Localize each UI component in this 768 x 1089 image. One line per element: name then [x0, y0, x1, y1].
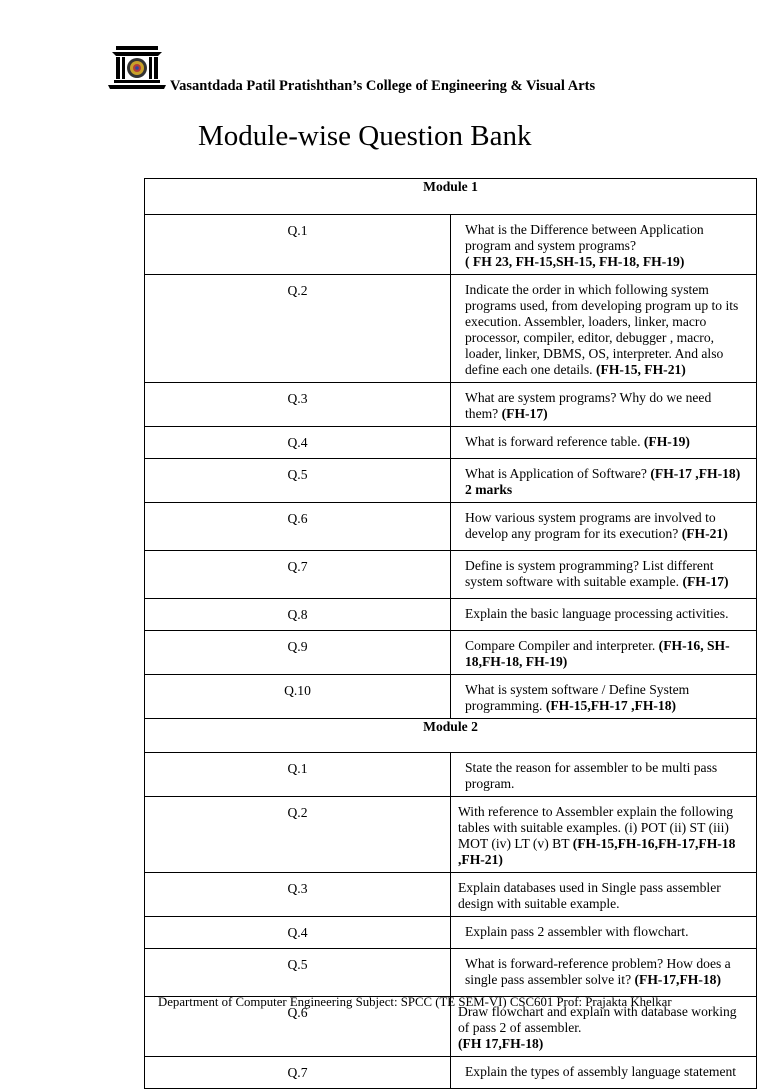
- question-number: Q.3: [145, 873, 451, 917]
- question-number: Q.1: [145, 753, 451, 797]
- question-row: [145, 917, 757, 949]
- question-number: Q.6: [145, 503, 451, 551]
- question-text: What is system software / Define System programming.: [465, 682, 690, 713]
- question-text: What are system programs? Why do we need them?: [465, 390, 712, 421]
- question-cell: [451, 949, 757, 997]
- question-number: Q.8: [145, 599, 451, 631]
- question-cell: [451, 873, 757, 917]
- page-title: Module-wise Question Bank: [198, 120, 532, 152]
- question-number: Q.5: [145, 459, 451, 503]
- question-cell: [451, 383, 757, 427]
- question-text: How various system programs are involved to develop any program for its execution?: [465, 510, 716, 541]
- question-number: Q.4: [145, 427, 451, 459]
- question-number: Q.3: [145, 383, 451, 427]
- module-heading: Module 1: [145, 179, 757, 215]
- question-row: [145, 797, 757, 873]
- question-text: Explain pass 2 assembler with flowchart.: [465, 924, 689, 939]
- question-cell: [451, 675, 757, 719]
- question-number: Q.7: [145, 551, 451, 599]
- question-cell: [451, 1057, 757, 1089]
- question-row: [145, 1057, 757, 1089]
- question-number: Q.6: [145, 997, 451, 1057]
- question-cell: [451, 551, 757, 599]
- question-row: [145, 949, 757, 997]
- question-cell: [451, 599, 757, 631]
- college-name: Vasantdada Patil Pratishthan’s College of Engineering & Visual Arts: [170, 78, 596, 94]
- question-row: [145, 383, 757, 427]
- question-cell: [451, 427, 757, 459]
- exam-reference: (FH-19): [643, 434, 690, 449]
- question-row: [145, 599, 757, 631]
- module-header-row: [145, 719, 757, 753]
- question-row: [145, 873, 757, 917]
- question-cell: [451, 797, 757, 873]
- question-bank-table: [144, 178, 757, 1089]
- question-cell: [451, 917, 757, 949]
- question-row: [145, 675, 757, 719]
- page-footer: Department of Computer Engineering Subject: SPCC (TE SEM-VI) CSC601 Prof: Prajakta Khelkar: [158, 995, 672, 1009]
- exam-reference: (FH-15,FH-17 ,FH-18): [545, 698, 677, 713]
- question-number: Q.4: [145, 917, 451, 949]
- question-text: With reference to Assembler explain the following tables with suitable examples. (i) POT (ii) ST (iii) MOT (iv) LT (v) BT: [458, 804, 734, 851]
- question-text: Define is system programming? List different system software with suitable example.: [465, 558, 714, 589]
- exam-reference: (FH-17): [682, 574, 729, 589]
- question-cell: [451, 753, 757, 797]
- exam-reference: (FH-17,FH-18): [634, 972, 721, 987]
- question-text: What is the Difference between Application program and system programs?: [465, 222, 704, 253]
- exam-reference: (FH-15,FH-16,FH-17,FH-18 ,FH-21): [458, 836, 736, 867]
- question-cell: [451, 503, 757, 551]
- question-row: [145, 631, 757, 675]
- question-text: Explain the basic language processing activities.: [465, 606, 729, 621]
- question-row: [145, 551, 757, 599]
- question-row: [145, 215, 757, 275]
- question-number: Q.5: [145, 949, 451, 997]
- exam-reference: (FH-21): [681, 526, 728, 541]
- exam-reference: (FH-17 ,FH-18) 2 marks: [465, 466, 741, 497]
- question-text: Compare Compiler and interpreter.: [465, 638, 656, 653]
- question-cell: [451, 459, 757, 503]
- question-cell: [451, 215, 757, 275]
- question-text: What is forward reference table.: [465, 434, 641, 449]
- question-text: Indicate the order in which following system programs used, from developing program up to its execution. Assembler, loaders, linker, macro processor, compiler, editor, debugger , macro, loader, linker, DBMS, OS, interpreter. And also define each one details.: [465, 282, 739, 377]
- exam-reference: (FH-16, SH-18,FH-18, FH-19): [465, 638, 730, 669]
- question-text: Draw flowchart and explain with database working of pass 2 of assembler.: [458, 1004, 737, 1035]
- question-cell: [451, 275, 757, 383]
- question-text: What is Application of Software?: [465, 466, 647, 481]
- question-row: [145, 459, 757, 503]
- question-number: Q.7: [145, 1057, 451, 1089]
- question-number: Q.1: [145, 215, 451, 275]
- question-number: Q.2: [145, 275, 451, 383]
- question-text: Explain the types of assembly language statement: [465, 1064, 737, 1079]
- module-heading: Module 2: [145, 719, 757, 753]
- question-number: Q.10: [145, 675, 451, 719]
- exam-reference: (FH-15, FH-21): [595, 362, 686, 377]
- question-number: Q.2: [145, 797, 451, 873]
- exam-reference: (FH 17,FH-18): [458, 1036, 544, 1051]
- question-row: [145, 427, 757, 459]
- college-logo-icon: [108, 44, 166, 92]
- question-number: Q.9: [145, 631, 451, 675]
- question-text: State the reason for assembler to be multi pass program.: [465, 760, 718, 791]
- module-header-row: [145, 179, 757, 215]
- question-text: Explain databases used in Single pass assembler design with suitable example.: [458, 880, 721, 911]
- question-row: [145, 275, 757, 383]
- question-text: What is forward-reference problem? How does a single pass assembler solve it?: [465, 956, 731, 987]
- exam-reference: (FH-17): [501, 406, 548, 421]
- exam-reference: ( FH 23, FH-15,SH-15, FH-18, FH-19): [465, 254, 685, 269]
- question-row: [145, 753, 757, 797]
- question-cell: [451, 631, 757, 675]
- question-row: [145, 503, 757, 551]
